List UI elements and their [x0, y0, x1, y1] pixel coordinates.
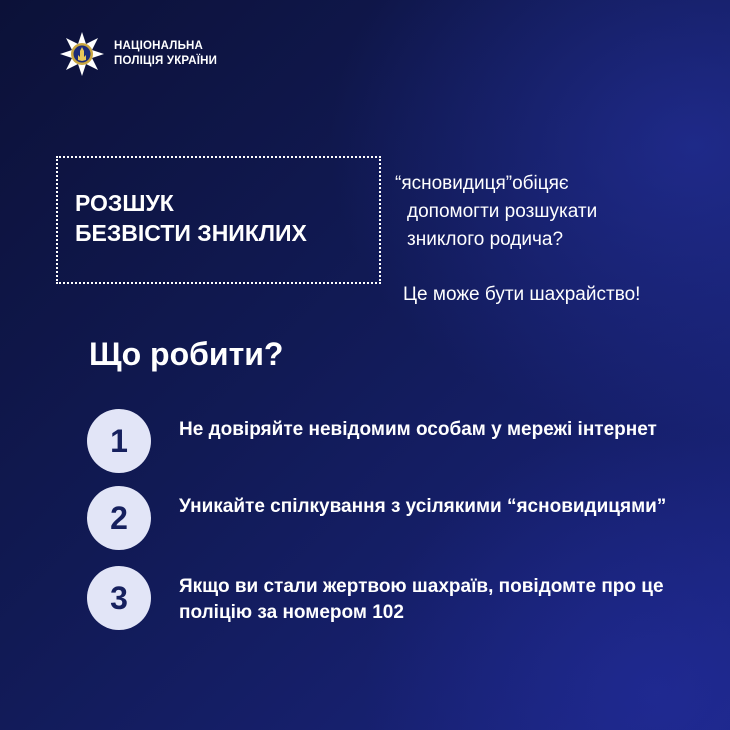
police-name-line1: НАЦІОНАЛЬНА: [114, 40, 204, 52]
police-name-line2: ПОЛІЦІЯ УКРАЇНИ: [114, 55, 218, 67]
warning-line2: допомогти розшукати: [407, 201, 598, 222]
page-title: [75, 188, 307, 248]
warning-question: [395, 170, 715, 254]
title-dotted-frame: [56, 156, 381, 284]
warning-line3: зниклого родича?: [407, 229, 564, 250]
warning-line1: “ясновидиця”обіцяє: [395, 173, 569, 194]
page-title-line1: РОЗШУК: [75, 190, 174, 216]
step-item-2: [87, 486, 707, 552]
step-item-3: [87, 566, 707, 632]
step-number-circle: 2: [87, 486, 151, 550]
step-number-circle: 3: [87, 566, 151, 630]
section-heading: Що робити?: [89, 336, 284, 372]
step-text: Якщо ви стали жертвою шахраїв, повідомте про це поліцію за номером 102: [179, 576, 664, 623]
fraud-alert: Це може бути шахрайство!: [403, 284, 641, 305]
police-name: [114, 39, 217, 69]
police-star-emblem-icon: [58, 30, 106, 78]
page-title-line2: БЕЗВІСТИ ЗНИКЛИХ: [75, 220, 307, 246]
step-text: Уникайте спілкування з усілякими “ясновидицями”: [179, 496, 667, 517]
step-item-1: [87, 409, 707, 475]
step-text: Не довіряйте невідомим особам у мережі інтернет: [179, 419, 657, 440]
police-logo: [58, 30, 217, 78]
step-number-circle: 1: [87, 409, 151, 473]
